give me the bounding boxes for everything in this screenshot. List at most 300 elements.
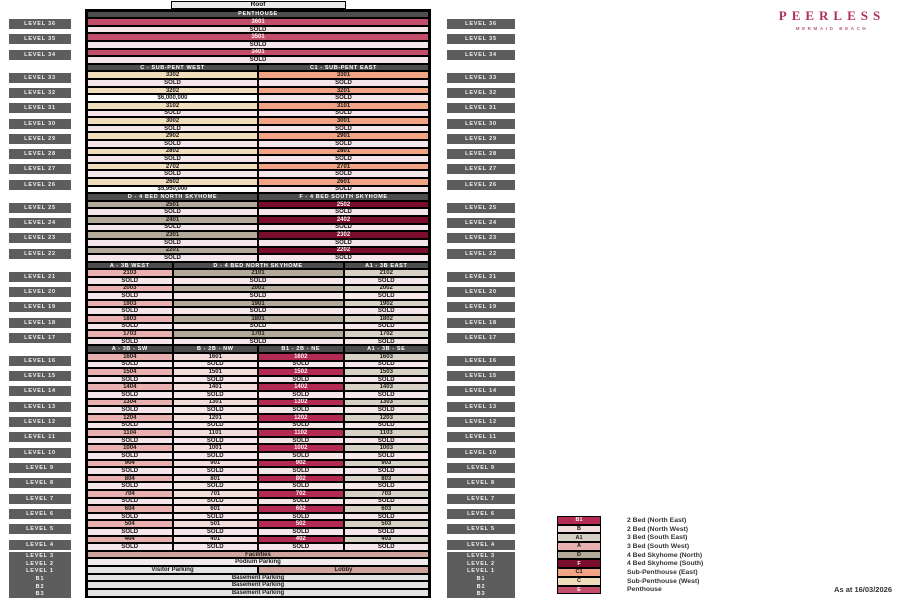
left-label-slot: [9, 353, 71, 368]
legend-swatch-c1: C1: [557, 568, 601, 577]
left-label-slot: [9, 146, 71, 161]
band-header-penthouse: PENTHOUSE: [87, 11, 429, 19]
unit-cell-803: 803: [344, 475, 430, 483]
unit-row: [87, 536, 429, 544]
status-cell: SOLD: [258, 406, 344, 414]
unit-cell-1502: 1502: [258, 368, 344, 376]
right-label-slot: [447, 200, 515, 215]
unit-row: [87, 148, 429, 156]
unit-cell-804: 804: [87, 475, 173, 483]
level-label-level-23: LEVEL 23: [447, 233, 515, 243]
right-label-slot: [447, 560, 515, 568]
level-label-level-27: LEVEL 27: [9, 164, 71, 174]
legend-swatch-a1: A1: [557, 533, 601, 542]
left-label-slot: [9, 399, 71, 414]
unit-cell-2502: 2502: [258, 201, 429, 209]
unit-cell-504: 504: [87, 520, 173, 528]
unit-row: [87, 269, 429, 277]
left-label-slot: [9, 315, 71, 330]
unit-cell-1204: 1204: [87, 414, 173, 422]
legend-label-c: Sub-Penthouse (West): [627, 577, 700, 585]
band-header-f-4-bed-south-skyhome: F - 4 BED SOUTH SKYHOME: [258, 193, 429, 201]
level-label-level-31: LEVEL 31: [9, 103, 71, 113]
unit-cell-1101: 1101: [173, 429, 259, 437]
status-cell: SOLD: [258, 110, 429, 118]
unit-cell-1604: 1604: [87, 353, 173, 361]
unit-row: [87, 247, 429, 255]
right-label-slot: [447, 101, 515, 116]
status-cell: SOLD: [258, 498, 344, 506]
level-label-level-26: LEVEL 26: [447, 180, 515, 190]
status-row: [87, 437, 429, 445]
legend-swatch-e: E: [557, 586, 601, 595]
left-label-slot: [9, 522, 71, 537]
level-label-level-9: LEVEL 9: [9, 463, 71, 473]
legend-swatches: [557, 516, 601, 594]
legend-label-b: 2 Bed (North West): [627, 525, 689, 533]
level-label-level-30: LEVEL 30: [447, 119, 515, 129]
status-cell: SOLD: [344, 338, 430, 346]
legend-label-c1: Sub-Penthouse (East): [627, 568, 698, 576]
brand-subtitle: MERMAID BEACH: [795, 26, 869, 31]
status-cell: SOLD: [87, 361, 173, 369]
unit-row: [87, 49, 429, 57]
status-cell: SOLD: [344, 513, 430, 521]
status-cell: SOLD: [173, 437, 259, 445]
status-cell: SOLD: [87, 292, 173, 300]
status-cell: SOLD: [87, 208, 258, 216]
level-label-level-19: LEVEL 19: [447, 302, 515, 312]
status-cell: SOLD: [344, 498, 430, 506]
stacking-plan-grid: [85, 1, 431, 598]
level-label-level-29: LEVEL 29: [9, 134, 71, 144]
unit-cell-2102: 2102: [344, 269, 430, 277]
unit-cell-1603: 1603: [344, 353, 430, 361]
status-cell: SOLD: [87, 452, 173, 460]
facility-cell-podium-parking: Podium Parking: [87, 558, 429, 566]
left-label-slot: [9, 575, 71, 583]
level-label-level-8: LEVEL 8: [9, 478, 71, 488]
legend-label-a1: 3 Bed (South East): [627, 534, 688, 542]
level-label-level-14: LEVEL 14: [9, 386, 71, 396]
level-label-level-29: LEVEL 29: [447, 134, 515, 144]
roof-row: [85, 1, 431, 9]
unit-row: [87, 231, 429, 239]
status-cell: SOLD: [173, 467, 259, 475]
level-label-level-31: LEVEL 31: [447, 103, 515, 113]
unit-cell-1402: 1402: [258, 383, 344, 391]
legend-label-e: Penthouse: [627, 586, 662, 594]
level-label-level-16: LEVEL 16: [9, 356, 71, 366]
unit-row: [87, 353, 429, 361]
unit-cell-1404: 1404: [87, 383, 173, 391]
right-label-slot: [447, 460, 515, 475]
level-label-level-5: LEVEL 5: [447, 524, 515, 534]
level-label-level-6: LEVEL 6: [447, 509, 515, 519]
left-label-slot: [9, 1, 71, 16]
unit-cell-2902: 2902: [87, 132, 258, 140]
right-label-slot: [447, 192, 515, 200]
right-label-slot: [447, 353, 515, 368]
level-label-b3: B3: [9, 591, 71, 599]
unit-cell-1002: 1002: [258, 444, 344, 452]
unit-cell-2401: 2401: [87, 216, 258, 224]
level-label-level-1: LEVEL 1: [9, 568, 71, 576]
roof-cell: Roof: [171, 1, 346, 9]
unit-cell-2801: 2801: [258, 148, 429, 156]
status-row: [87, 155, 429, 163]
unit-row: [87, 368, 429, 376]
left-label-slot: [9, 414, 71, 429]
unit-cell-3401: 3401: [87, 49, 429, 57]
status-cell: SOLD: [258, 543, 344, 551]
facility-cell-facilities: Facilities: [87, 551, 429, 559]
status-row: [87, 543, 429, 551]
status-cell: SOLD: [87, 140, 258, 148]
level-label-level-8: LEVEL 8: [447, 478, 515, 488]
unit-cell-801: 801: [173, 475, 259, 483]
unit-cell-1902: 1902: [344, 300, 430, 308]
level-label-level-32: LEVEL 32: [9, 88, 71, 98]
right-label-slot: [447, 1, 515, 16]
brand-title: PEERLESS: [778, 8, 886, 23]
left-label-slot: [9, 269, 71, 284]
status-cell: SOLD: [173, 361, 259, 369]
status-cell: SOLD: [87, 79, 258, 87]
unit-cell-2402: 2402: [258, 216, 429, 224]
unit-row: [87, 520, 429, 528]
unit-cell-3002: 3002: [87, 117, 258, 125]
unit-row: [87, 201, 429, 209]
right-label-slot: [447, 300, 515, 315]
status-row: [87, 56, 429, 64]
facility-row: [87, 581, 429, 589]
right-label-slot: [447, 62, 515, 70]
unit-row: [87, 300, 429, 308]
status-cell: SOLD: [87, 376, 173, 384]
level-label-level-10: LEVEL 10: [447, 448, 515, 458]
level-label-level-34: LEVEL 34: [9, 50, 71, 60]
level-label-level-25: LEVEL 25: [9, 203, 71, 213]
level-label-level-28: LEVEL 28: [9, 149, 71, 159]
unit-cell-2003: 2003: [87, 285, 173, 293]
unit-cell-3601: 3601: [87, 18, 429, 26]
unit-cell-3001: 3001: [258, 117, 429, 125]
status-row: [87, 406, 429, 414]
right-label-slot: [447, 116, 515, 131]
status-cell: SOLD: [87, 482, 173, 490]
left-label-slot: [9, 32, 71, 47]
status-cell: SOLD: [258, 79, 429, 87]
left-label-slot: [9, 300, 71, 315]
unit-cell-802: 802: [258, 475, 344, 483]
unit-row: [87, 414, 429, 422]
band-header-row: [87, 193, 429, 201]
level-label-level-27: LEVEL 27: [447, 164, 515, 174]
band-header-b1-2b-ne: B1 - 2B - NE: [258, 345, 344, 353]
unit-row: [87, 475, 429, 483]
status-row: [87, 186, 429, 194]
unit-cell-3102: 3102: [87, 102, 258, 110]
left-label-slot: [9, 384, 71, 399]
right-label-slot: [447, 568, 515, 576]
status-row: [87, 224, 429, 232]
unit-row: [87, 399, 429, 407]
legend-label-b1: 2 Bed (North East): [627, 516, 687, 524]
unit-cell-1801: 1801: [173, 315, 344, 323]
unit-row: [87, 163, 429, 171]
unit-cell-3302: 3302: [87, 71, 258, 79]
right-label-slot: [447, 430, 515, 445]
band-header-c-sub-pent-west: C - SUB-PENT WEST: [87, 64, 258, 72]
unit-cell-1901: 1901: [173, 300, 344, 308]
right-label-slot: [447, 330, 515, 345]
status-row: [87, 391, 429, 399]
unit-cell-401: 401: [173, 536, 259, 544]
status-row: [87, 498, 429, 506]
unit-row: [87, 216, 429, 224]
status-cell: SOLD: [87, 498, 173, 506]
band-header-row: [87, 345, 429, 353]
status-cell: SOLD: [87, 422, 173, 430]
status-cell: SOLD: [344, 361, 430, 369]
unit-cell-1503: 1503: [344, 368, 430, 376]
status-cell: SOLD: [258, 391, 344, 399]
facility-cell-visitor-parking: Visitor Parking: [87, 566, 258, 574]
left-label-slot: [9, 330, 71, 345]
legend-labels: [627, 516, 703, 594]
level-label-level-18: LEVEL 18: [447, 318, 515, 328]
level-label-level-36: LEVEL 36: [9, 19, 71, 29]
left-label-slot: [9, 430, 71, 445]
level-label-level-32: LEVEL 32: [447, 88, 515, 98]
unit-cell-1703: 1703: [87, 330, 173, 338]
unit-cell-2701: 2701: [258, 163, 429, 171]
unit-row: [87, 18, 429, 26]
unit-cell-502: 502: [258, 520, 344, 528]
level-label-level-22: LEVEL 22: [447, 249, 515, 259]
unit-cell-1403: 1403: [344, 383, 430, 391]
left-label-slot: [9, 560, 71, 568]
level-label-level-3: LEVEL 3: [9, 552, 71, 560]
level-label-level-17: LEVEL 17: [9, 333, 71, 343]
right-label-slot: [447, 246, 515, 261]
level-label-level-28: LEVEL 28: [447, 149, 515, 159]
status-row: [87, 323, 429, 331]
right-label-slot: [447, 85, 515, 100]
brand-logo: [770, 8, 894, 31]
unit-cell-404: 404: [87, 536, 173, 544]
unit-cell-602: 602: [258, 505, 344, 513]
unit-row: [87, 490, 429, 498]
unit-cell-1104: 1104: [87, 429, 173, 437]
status-cell: SOLD: [344, 422, 430, 430]
price-cell: $6,000,000: [87, 94, 258, 102]
left-label-slot: [9, 261, 71, 269]
right-label-slot: [447, 146, 515, 161]
status-cell: SOLD: [344, 323, 430, 331]
level-label-level-17: LEVEL 17: [447, 333, 515, 343]
status-cell: SOLD: [344, 376, 430, 384]
unit-cell-402: 402: [258, 536, 344, 544]
level-label-level-20: LEVEL 20: [447, 287, 515, 297]
facility-row: [87, 589, 429, 597]
status-cell: SOLD: [87, 170, 258, 178]
unit-cell-1201: 1201: [173, 414, 259, 422]
status-cell: SOLD: [258, 482, 344, 490]
unit-cell-2601: 2601: [258, 178, 429, 186]
status-cell: SOLD: [87, 277, 173, 285]
facility-cell-basement-parking: Basement Parking: [87, 581, 429, 589]
level-label-level-12: LEVEL 12: [447, 417, 515, 427]
band-header-row: [87, 11, 429, 19]
unit-cell-2802: 2802: [87, 148, 258, 156]
status-cell: SOLD: [87, 26, 429, 34]
right-label-slot: [447, 491, 515, 506]
left-label-slot: [9, 591, 71, 599]
left-label-slot: [9, 85, 71, 100]
left-label-slot: [9, 552, 71, 560]
band-header-a-3b-west: A - 3B WEST: [87, 262, 173, 270]
unit-cell-403: 403: [344, 536, 430, 544]
left-label-slot: [9, 62, 71, 70]
unit-cell-2202: 2202: [258, 247, 429, 255]
status-row: [87, 110, 429, 118]
status-cell: SOLD: [87, 467, 173, 475]
legend-swatch-c: C: [557, 577, 601, 586]
status-row: [87, 94, 429, 102]
unit-cell-1003: 1003: [344, 444, 430, 452]
status-cell: SOLD: [344, 307, 430, 315]
status-cell: SOLD: [173, 422, 259, 430]
status-cell: SOLD: [87, 391, 173, 399]
level-label-b3: B3: [447, 591, 515, 599]
level-label-level-33: LEVEL 33: [9, 73, 71, 83]
status-cell: SOLD: [344, 277, 430, 285]
level-label-level-36: LEVEL 36: [447, 19, 515, 29]
status-row: [87, 452, 429, 460]
unit-cell-1202: 1202: [258, 414, 344, 422]
right-label-slot: [447, 414, 515, 429]
unit-row: [87, 330, 429, 338]
status-row: [87, 26, 429, 34]
level-label-level-26: LEVEL 26: [9, 180, 71, 190]
right-label-slot: [447, 261, 515, 269]
left-label-slot: [9, 284, 71, 299]
unit-cell-1001: 1001: [173, 444, 259, 452]
right-label-slot: [447, 215, 515, 230]
band-header-c1-sub-pent-east: C1 - SUB-PENT EAST: [258, 64, 429, 72]
legend: [557, 516, 703, 594]
unit-cell-2901: 2901: [258, 132, 429, 140]
price-cell: $5,950,000: [87, 186, 258, 194]
status-row: [87, 125, 429, 133]
legend-label-d: 4 Bed Skyhome (North): [627, 551, 703, 559]
unit-cell-904: 904: [87, 460, 173, 468]
status-cell: SOLD: [87, 239, 258, 247]
left-label-slot: [9, 215, 71, 230]
band-header-b-2b-nw: B - 2B - NW: [173, 345, 259, 353]
level-label-level-35: LEVEL 35: [447, 34, 515, 44]
right-label-slot: [447, 445, 515, 460]
status-cell: SOLD: [173, 528, 259, 536]
legend-swatch-b: B: [557, 525, 601, 534]
unit-cell-3202: 3202: [87, 87, 258, 95]
status-cell: SOLD: [173, 323, 344, 331]
status-cell: SOLD: [87, 338, 173, 346]
status-cell: SOLD: [173, 543, 259, 551]
status-cell: SOLD: [173, 307, 344, 315]
status-row: [87, 338, 429, 346]
level-label-level-4: LEVEL 4: [447, 540, 515, 550]
unit-row: [87, 87, 429, 95]
status-cell: SOLD: [87, 307, 173, 315]
level-label-level-11: LEVEL 11: [447, 432, 515, 442]
unit-cell-1302: 1302: [258, 399, 344, 407]
status-cell: SOLD: [173, 391, 259, 399]
level-label-level-21: LEVEL 21: [447, 272, 515, 282]
facility-cell-lobby: Lobby: [258, 566, 429, 574]
unit-cell-2001: 2001: [173, 285, 344, 293]
status-cell: SOLD: [87, 125, 258, 133]
right-label-slot: [447, 384, 515, 399]
facility-cell-basement-parking: Basement Parking: [87, 574, 429, 582]
level-label-level-14: LEVEL 14: [447, 386, 515, 396]
level-label-level-11: LEVEL 11: [9, 432, 71, 442]
status-cell: SOLD: [87, 155, 258, 163]
level-label-level-7: LEVEL 7: [9, 494, 71, 504]
unit-row: [87, 285, 429, 293]
facility-row: [87, 574, 429, 582]
level-label-level-24: LEVEL 24: [9, 218, 71, 228]
left-label-slot: [9, 200, 71, 215]
unit-row: [87, 444, 429, 452]
status-cell: SOLD: [258, 140, 429, 148]
right-label-slot: [447, 47, 515, 62]
right-label-slot: [447, 346, 515, 354]
unit-cell-903: 903: [344, 460, 430, 468]
left-label-slot: [9, 246, 71, 261]
unit-cell-3201: 3201: [258, 87, 429, 95]
right-label-slot: [447, 369, 515, 384]
band-header-d-4-bed-north-skyhome: D - 4 BED NORTH SKYHOME: [173, 262, 344, 270]
right-label-slot: [447, 162, 515, 177]
unit-cell-1004: 1004: [87, 444, 173, 452]
status-cell: SOLD: [258, 528, 344, 536]
level-label-b2: B2: [447, 583, 515, 591]
level-label-level-23: LEVEL 23: [9, 233, 71, 243]
status-cell: SOLD: [173, 292, 344, 300]
unit-cell-1602: 1602: [258, 353, 344, 361]
level-label-level-19: LEVEL 19: [9, 302, 71, 312]
band-header-row: [87, 64, 429, 72]
status-row: [87, 41, 429, 49]
unit-cell-2501: 2501: [87, 201, 258, 209]
facility-row: [87, 551, 429, 559]
level-label-level-12: LEVEL 12: [9, 417, 71, 427]
level-label-level-4: LEVEL 4: [9, 540, 71, 550]
right-level-rail: [447, 1, 515, 598]
unit-row: [87, 383, 429, 391]
left-label-slot: [9, 583, 71, 591]
left-label-slot: [9, 101, 71, 116]
status-row: [87, 170, 429, 178]
level-label-level-6: LEVEL 6: [9, 509, 71, 519]
unit-cell-703: 703: [344, 490, 430, 498]
right-label-slot: [447, 269, 515, 284]
unit-cell-1504: 1504: [87, 368, 173, 376]
left-label-slot: [9, 70, 71, 85]
